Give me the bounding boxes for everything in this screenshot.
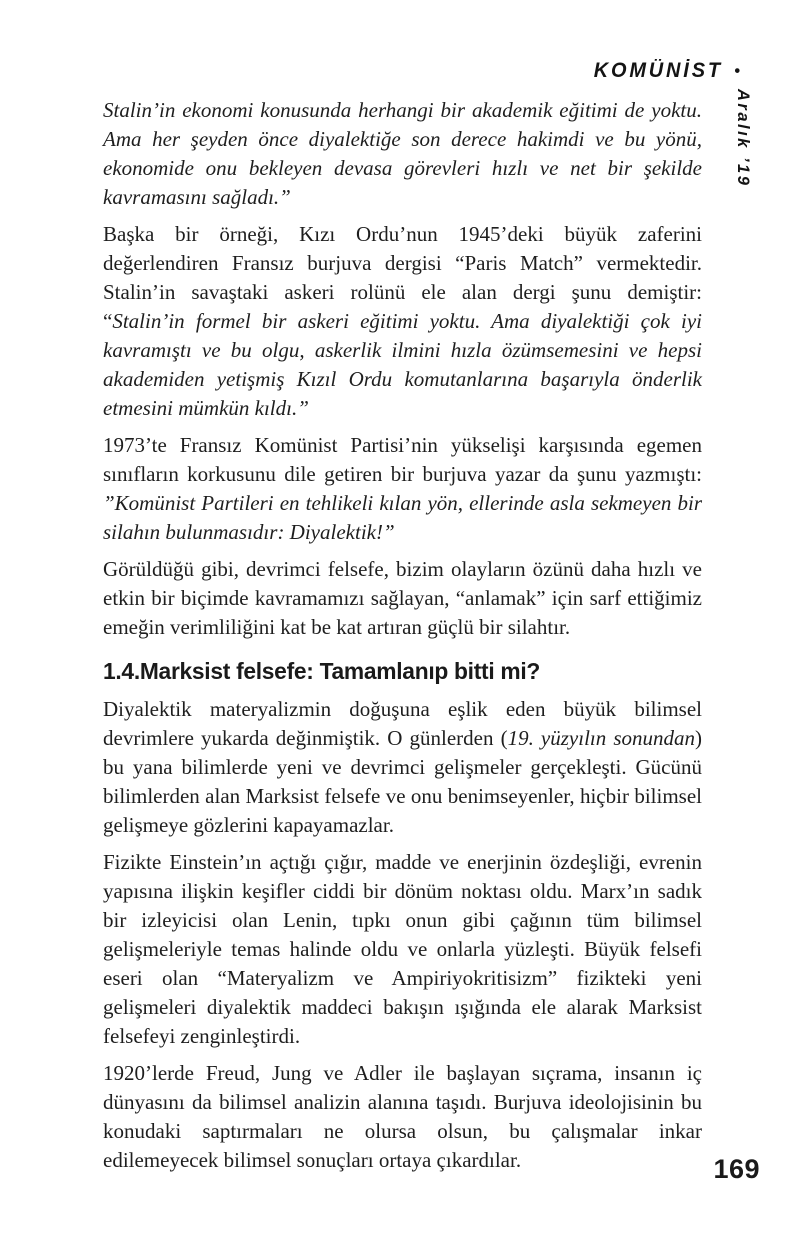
- issue-date-vertical: Aralık ’19: [734, 89, 752, 188]
- body-content: [103, 96, 702, 1183]
- paragraph: [103, 220, 702, 423]
- quoted-italic-text: 19. yüzyılın sonundan: [507, 726, 695, 750]
- page-number: 169: [713, 1154, 760, 1184]
- text-run: 1920’lerde Freud, Jung ve Adler ile başlayan sıçrama, insanın iç dünyasını da bilimsel analizin alanına taşıdı. Burjuva ideolojisinin bu konudaki saptırmaları ne olursa olsun, bu çalışmalar inkar edilemeyecek bilimsel sonuçları ortaya çıkardılar.: [103, 1061, 702, 1172]
- text-run: Görüldüğü gibi, devrimci felsefe, bizim olayların özünü daha hızlı ve etkin bir biçimde kavramamızı sağlayan, “anlamak” için sarf ettiğimiz emeğin verimliliğini kat be kat artıran güçlü bir silahtır.: [103, 557, 702, 639]
- paragraph: [103, 431, 702, 547]
- section-heading: 1.4.Marksist felsefe: Tamamlanıp bitti mi?: [103, 658, 541, 684]
- quoted-italic-text: ”Komünist Partileri en tehlikeli kılan yön, ellerinde asla sekmeyen bir silahın bulunmasıdır: Diyalektik!”: [103, 491, 702, 544]
- magazine-title: KOMÜNİST: [593, 59, 723, 82]
- paragraph: [103, 96, 702, 212]
- text-run: Başka bir örneği, Kızı Ordu’nun 1945’deki büyük zaferini değerlendiren Fransız burjuva dergisi “Paris Match” vermektedir. Stalin’in savaştaki askeri rolünü ele alan dergi şunu demiştir: “: [103, 222, 702, 333]
- quoted-italic-text: Stalin’in formel bir askeri eğitimi yoktu. Ama diyalektiği çok iyi kavramıştı ve bu olgu, askerlik ilmini hızla özümsemesini ve hepsi akademiden yetişmiş Kızıl Ordu komutanlarına başarıyla önderlik etmesini mümkün kıldı.”: [103, 309, 702, 420]
- paragraph: [103, 1059, 702, 1175]
- text-run: Fizikte Einstein’ın açtığı çığır, madde ve enerjinin özdeşliği, evrenin yapısına ilişkin keşifler ciddi bir dönüm noktası oldu. Marx’ın sadık bir izleyicisi olan Lenin, tıpkı onun gibi çağının tüm bilimsel gelişmeleriyle temas halinde oldu ve onlarla yüzleşti. Büyük felsefi eseri olan “Materyalizm ve Ampiriyokritisizm” fizikteki yeni gelişmeleri diyalektik maddeci bakışın ışığında ele alarak Marksist felsefeyi zenginleştirdi.: [103, 850, 702, 1048]
- text-run: ) bu yana bilimlerde yeni ve devrimci gelişmeler gerçekleşti. Gücünü bilimlerden alan Marksist felsefe ve onu benimseyenler, hiçbir bilimsel gelişmeye gözlerini kapayamazlar.: [103, 726, 702, 837]
- text-run: 1973’te Fransız Komünist Partisi’nin yükselişi karşısında egemen sınıfların korkusunu dile getiren bir burjuva yazar da şunu yazmıştı:: [103, 433, 702, 486]
- bullet-icon: •: [734, 61, 740, 80]
- paragraph: [103, 695, 702, 840]
- running-head: [594, 59, 740, 83]
- text-run: Diyalektik materyalizmin doğuşuna eşlik eden büyük bilimsel devrimlere yukarda değinmiştik. O günlerden (: [103, 697, 702, 750]
- paragraph: [103, 555, 702, 642]
- quoted-italic-text: Stalin’in ekonomi konusunda herhangi bir akademik eğitimi de yoktu. Ama her şeyden önce diyalektiğe son derece hakimdi ve bu yönü, ekonomide onu bekleyen devasa görevleri hızlı ve net bir şekilde kavramasını sağladı.”: [103, 98, 702, 209]
- paragraph: [103, 848, 702, 1051]
